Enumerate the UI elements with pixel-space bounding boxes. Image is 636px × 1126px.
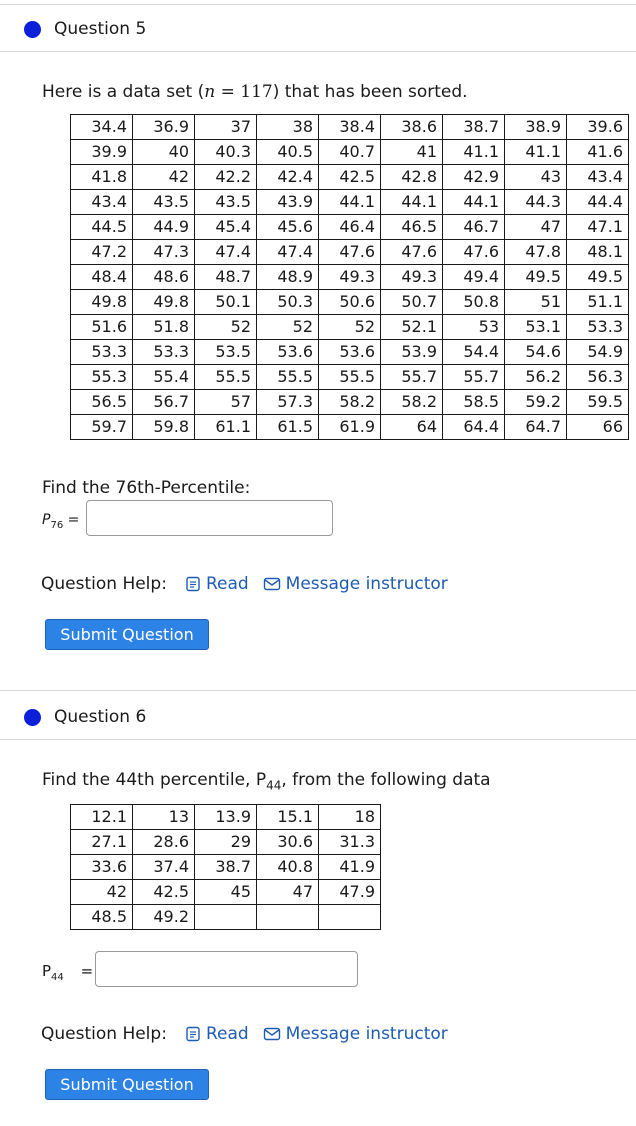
table-cell: 12.1 [71, 805, 133, 830]
table-cell: 55.5 [257, 365, 319, 390]
table-row [71, 315, 629, 340]
table-cell: 64.4 [443, 415, 505, 440]
table-cell: 48.7 [195, 265, 257, 290]
table-cell: 41.8 [71, 165, 133, 190]
table-row [71, 415, 629, 440]
table-cell: 47.8 [505, 240, 567, 265]
table-cell [319, 905, 381, 930]
table-cell: 42.2 [195, 165, 257, 190]
table-cell: 53.9 [381, 340, 443, 365]
table-cell: 38.9 [505, 115, 567, 140]
table-cell: 48.1 [567, 240, 629, 265]
table-cell: 53.5 [195, 340, 257, 365]
table-cell: 40.7 [319, 140, 381, 165]
table-cell: 47 [505, 215, 567, 240]
table-cell: 49.8 [133, 290, 195, 315]
q6-prompt: Find the 44th percentile, $P_{44}$, from the following data [42, 770, 491, 793]
table-cell: 56.7 [133, 390, 195, 415]
table-cell: 56.5 [71, 390, 133, 415]
table-cell: 47.6 [319, 240, 381, 265]
table-row [71, 340, 629, 365]
table-row [71, 855, 381, 880]
table-cell: 33.6 [71, 855, 133, 880]
table-cell: 57.3 [257, 390, 319, 415]
table-cell: 50.3 [257, 290, 319, 315]
table-cell: 43.9 [257, 190, 319, 215]
table-cell: 55.7 [443, 365, 505, 390]
table-cell: 13 [133, 805, 195, 830]
table-row [71, 265, 629, 290]
table-cell: 13.9 [195, 805, 257, 830]
document-icon [185, 1026, 201, 1042]
table-cell: 58.2 [319, 390, 381, 415]
table-cell: 27.1 [71, 830, 133, 855]
table-cell: 41.1 [505, 140, 567, 165]
q5-intro: Here is a data set (n = 117) that has been sorted. [42, 82, 468, 102]
table-cell: 40.3 [195, 140, 257, 165]
table-cell: 41.6 [567, 140, 629, 165]
table-cell: 53.6 [257, 340, 319, 365]
table-cell: 50.8 [443, 290, 505, 315]
table-cell: 55.7 [381, 365, 443, 390]
table-cell: 51.8 [133, 315, 195, 340]
table-cell: 29 [195, 830, 257, 855]
question-5-title: Question 5 [54, 19, 147, 39]
table-cell: 50.1 [195, 290, 257, 315]
table-cell: 61.5 [257, 415, 319, 440]
table-cell: 51.6 [71, 315, 133, 340]
question-6-header [24, 707, 146, 727]
table-row [71, 240, 629, 265]
table-cell: 43.5 [133, 190, 195, 215]
question-6-title: Question 6 [54, 707, 147, 727]
q6-answer-label: $P_{44}$ = [42, 962, 94, 983]
question-6-divider [0, 739, 636, 740]
table-cell: 52.1 [381, 315, 443, 340]
table-cell: 41.1 [443, 140, 505, 165]
table-cell: 44.1 [319, 190, 381, 215]
table-cell: 54.4 [443, 340, 505, 365]
question-status-dot [24, 21, 41, 38]
table-cell: 48.9 [257, 265, 319, 290]
table-cell: 38.7 [195, 855, 257, 880]
table-cell: 48.5 [71, 905, 133, 930]
table-cell: 56.2 [505, 365, 567, 390]
q6-message-link[interactable]: Message instructor [263, 1024, 448, 1044]
table-cell: 43 [505, 165, 567, 190]
table-cell: 64.7 [505, 415, 567, 440]
table-cell: 18 [319, 805, 381, 830]
q5-prompt: Find the 76th-Percentile: [42, 478, 251, 498]
table-cell: 45.6 [257, 215, 319, 240]
table-cell: 52 [195, 315, 257, 340]
table-cell: 41.9 [319, 855, 381, 880]
table-cell: 49.5 [505, 265, 567, 290]
q5-answer-label: $P_{76}$ = [42, 512, 80, 531]
question-6-top-divider [0, 690, 636, 691]
table-cell: 42 [71, 880, 133, 905]
table-cell: 44.1 [443, 190, 505, 215]
q5-data-table [70, 114, 629, 440]
table-row [71, 390, 629, 415]
table-cell: 43.5 [195, 190, 257, 215]
table-cell: 54.6 [505, 340, 567, 365]
table-cell: 56.3 [567, 365, 629, 390]
table-cell: 57 [195, 390, 257, 415]
table-cell: 42.5 [133, 880, 195, 905]
table-cell: 47.6 [443, 240, 505, 265]
table-cell: 49.3 [381, 265, 443, 290]
q6-submit-button[interactable]: Submit Question [45, 1069, 209, 1100]
table-cell: 52 [319, 315, 381, 340]
table-row [71, 190, 629, 215]
table-cell: 38 [257, 115, 319, 140]
table-cell: 42.8 [381, 165, 443, 190]
table-cell: 28.6 [133, 830, 195, 855]
table-cell: 54.9 [567, 340, 629, 365]
q5-answer-input[interactable] [86, 500, 333, 536]
table-row [71, 215, 629, 240]
table-cell: 47 [257, 880, 319, 905]
table-cell: 49.2 [133, 905, 195, 930]
table-row [71, 140, 629, 165]
q6-read-link[interactable]: Read [185, 1024, 249, 1044]
table-cell: 43.4 [567, 165, 629, 190]
table-cell: 51 [505, 290, 567, 315]
table-cell: 41 [381, 140, 443, 165]
table-cell: 53.3 [133, 340, 195, 365]
table-cell: 51.1 [567, 290, 629, 315]
table-cell: 58.5 [443, 390, 505, 415]
table-cell: 46.5 [381, 215, 443, 240]
table-cell: 42 [133, 165, 195, 190]
table-cell: 64 [381, 415, 443, 440]
table-cell: 55.3 [71, 365, 133, 390]
table-cell: 40.5 [257, 140, 319, 165]
table-cell: 37 [195, 115, 257, 140]
table-row [71, 805, 381, 830]
table-cell: 36.9 [133, 115, 195, 140]
table-cell: 49.3 [319, 265, 381, 290]
table-cell: 50.7 [381, 290, 443, 315]
table-cell: 53.6 [319, 340, 381, 365]
table-row [71, 880, 381, 905]
table-row [71, 365, 629, 390]
table-cell: 52 [257, 315, 319, 340]
table-cell: 61.1 [195, 415, 257, 440]
table-cell: 44.9 [133, 215, 195, 240]
table-cell: 31.3 [319, 830, 381, 855]
table-cell [195, 905, 257, 930]
table-cell: 40.8 [257, 855, 319, 880]
table-cell: 38.7 [443, 115, 505, 140]
table-cell: 53.3 [567, 315, 629, 340]
table-cell: 43.4 [71, 190, 133, 215]
table-cell: 46.4 [319, 215, 381, 240]
envelope-icon [263, 1026, 281, 1042]
table-cell: 15.1 [257, 805, 319, 830]
table-cell: 61.9 [319, 415, 381, 440]
table-cell: 39.6 [567, 115, 629, 140]
table-cell: 42.4 [257, 165, 319, 190]
table-cell: 59.8 [133, 415, 195, 440]
table-cell: 44.3 [505, 190, 567, 215]
table-row [71, 165, 629, 190]
table-cell: 39.9 [71, 140, 133, 165]
table-row [71, 115, 629, 140]
table-cell: 55.5 [195, 365, 257, 390]
q6-data-table [70, 804, 381, 930]
table-cell: 53.1 [505, 315, 567, 340]
table-cell: 47.4 [257, 240, 319, 265]
table-cell: 53 [443, 315, 505, 340]
table-cell: 55.4 [133, 365, 195, 390]
table-cell: 42.5 [319, 165, 381, 190]
table-cell: 44.1 [381, 190, 443, 215]
table-cell: 44.4 [567, 190, 629, 215]
table-cell: 38.6 [381, 115, 443, 140]
table-cell: 37.4 [133, 855, 195, 880]
table-cell: 47.3 [133, 240, 195, 265]
question-5-header [24, 19, 146, 39]
q6-help-bar: Question Help: Read Message instructor [41, 1024, 448, 1044]
q5-read-link[interactable]: Read [185, 574, 249, 594]
envelope-icon [263, 576, 281, 592]
table-cell: 38.4 [319, 115, 381, 140]
table-cell: 46.7 [443, 215, 505, 240]
table-cell: 53.3 [71, 340, 133, 365]
table-cell: 47.4 [195, 240, 257, 265]
q5-message-link[interactable]: Message instructor [263, 574, 448, 594]
table-row [71, 830, 381, 855]
table-cell: 48.4 [71, 265, 133, 290]
table-cell [257, 905, 319, 930]
table-cell: 55.5 [319, 365, 381, 390]
table-cell: 49.4 [443, 265, 505, 290]
table-cell: 45.4 [195, 215, 257, 240]
table-cell: 59.7 [71, 415, 133, 440]
table-cell: 44.5 [71, 215, 133, 240]
table-cell: 30.6 [257, 830, 319, 855]
table-cell: 47.6 [381, 240, 443, 265]
question-5-divider [0, 51, 636, 52]
table-cell: 34.4 [71, 115, 133, 140]
table-cell: 49.8 [71, 290, 133, 315]
table-cell: 47.2 [71, 240, 133, 265]
table-cell: 49.5 [567, 265, 629, 290]
table-cell: 40 [133, 140, 195, 165]
table-row [71, 290, 629, 315]
table-cell: 59.5 [567, 390, 629, 415]
table-cell: 66 [567, 415, 629, 440]
table-cell: 47.1 [567, 215, 629, 240]
table-cell: 58.2 [381, 390, 443, 415]
document-icon [185, 576, 201, 592]
table-cell: 59.2 [505, 390, 567, 415]
q6-answer-input[interactable] [95, 951, 358, 987]
table-cell: 50.6 [319, 290, 381, 315]
question-status-dot [24, 709, 41, 726]
table-cell: 42.9 [443, 165, 505, 190]
q5-submit-button[interactable]: Submit Question [45, 619, 209, 650]
table-row [71, 905, 381, 930]
table-cell: 45 [195, 880, 257, 905]
table-cell: 48.6 [133, 265, 195, 290]
table-cell: 47.9 [319, 880, 381, 905]
top-divider [0, 4, 636, 5]
q5-help-bar: Question Help: Read Message instructor [41, 574, 448, 594]
